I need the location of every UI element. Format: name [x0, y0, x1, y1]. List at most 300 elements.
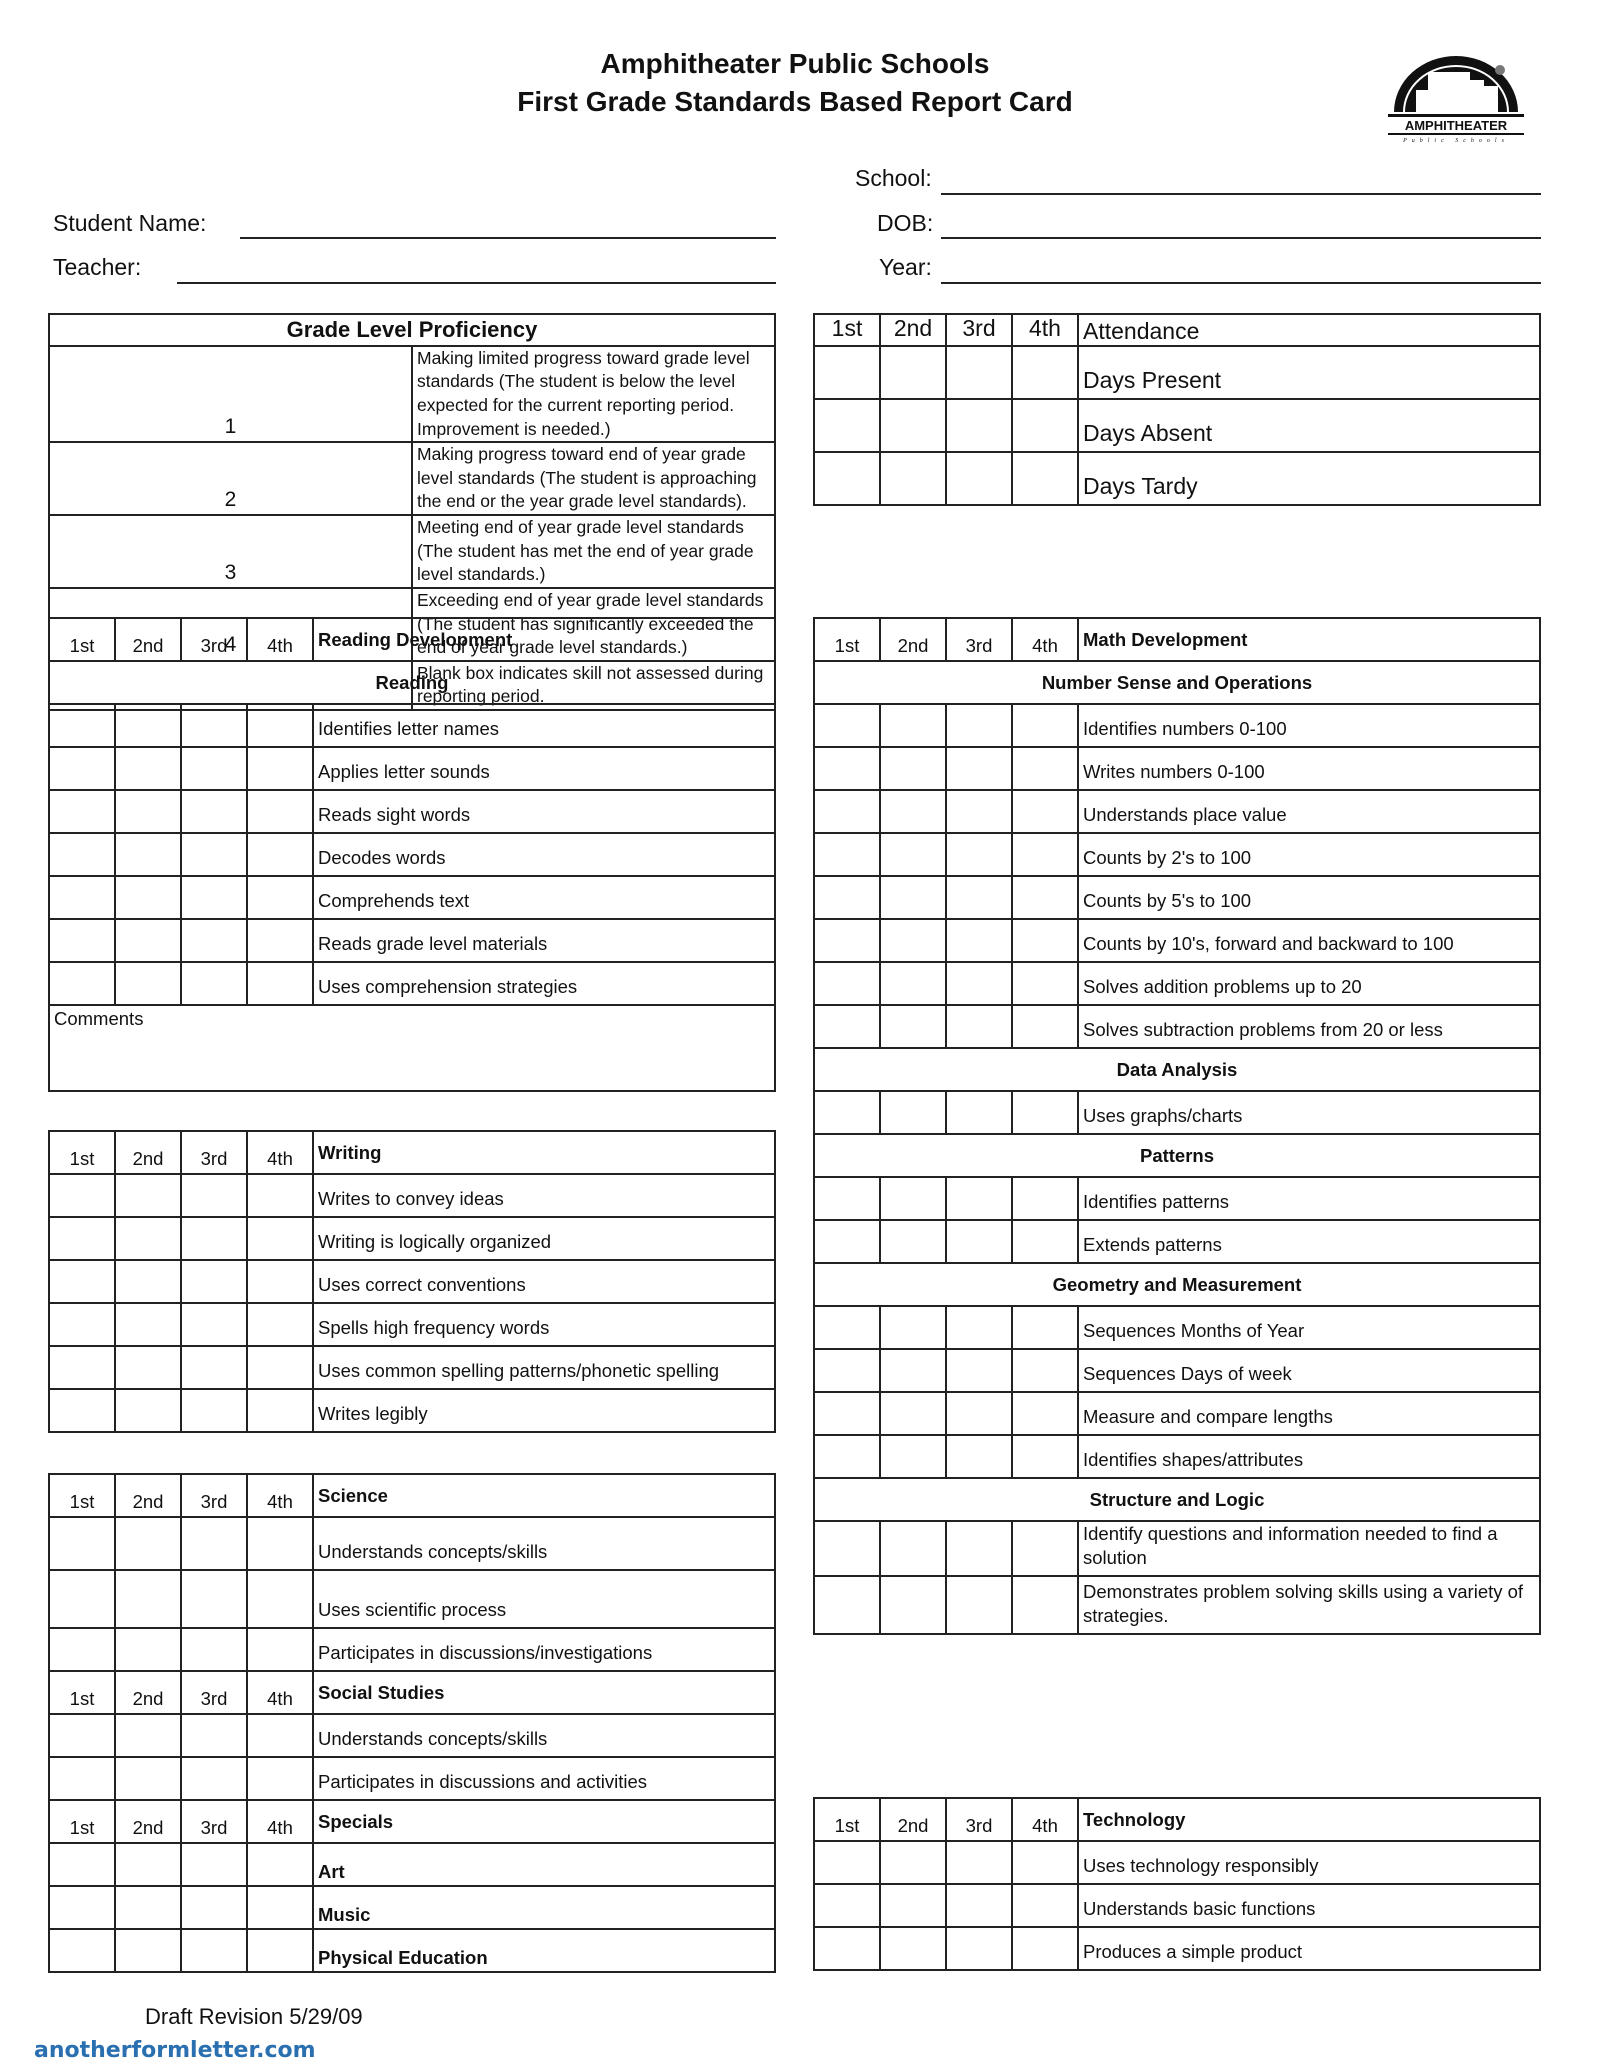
grade-cell[interactable]: [946, 747, 1012, 790]
grade-cell[interactable]: [49, 876, 115, 919]
skill-row: [814, 1091, 1540, 1134]
skill-label: Physical Education: [313, 1929, 775, 1972]
skill-label: Understands concepts/skills: [313, 1517, 775, 1570]
grade-cell[interactable]: [181, 1517, 247, 1570]
grade-cell[interactable]: [814, 1521, 880, 1576]
section-header: [814, 618, 1540, 661]
grade-cell[interactable]: [247, 919, 313, 962]
teacher-field[interactable]: [177, 282, 776, 284]
grade-cell[interactable]: [181, 1303, 247, 1346]
quarter-header-1st: 1st: [814, 1798, 880, 1841]
skill-row: [49, 1517, 775, 1570]
subheading: Patterns: [814, 1134, 1540, 1177]
grade-cell[interactable]: [946, 1576, 1012, 1634]
skill-row: [814, 1220, 1540, 1263]
grade-cell[interactable]: [1012, 919, 1078, 962]
grade-cell[interactable]: [946, 1884, 1012, 1927]
grade-cell[interactable]: [1012, 1884, 1078, 1927]
grade-cell[interactable]: [814, 790, 880, 833]
school-label: School:: [855, 165, 932, 191]
skill-label: Uses comprehension strategies: [313, 962, 775, 1005]
attendance-header: [814, 314, 1540, 346]
grade-cell[interactable]: [247, 704, 313, 747]
quarter-header-3rd: 3rd: [181, 1800, 247, 1843]
grade-cell[interactable]: [814, 1392, 880, 1435]
grade-cell[interactable]: [115, 747, 181, 790]
section-title: Social Studies: [313, 1671, 775, 1714]
grade-cell[interactable]: [1012, 876, 1078, 919]
grade-cell[interactable]: [880, 833, 946, 876]
skill-row: [814, 1349, 1540, 1392]
grade-cell[interactable]: [49, 1389, 115, 1432]
grade-cell[interactable]: [814, 704, 880, 747]
grade-cell[interactable]: [115, 1843, 181, 1886]
grade-cell[interactable]: [247, 1174, 313, 1217]
grade-cell[interactable]: [946, 1349, 1012, 1392]
grade-cell[interactable]: [814, 1220, 880, 1263]
quarter-header-4th: 4th: [247, 1474, 313, 1517]
grade-cell[interactable]: [880, 1927, 946, 1970]
section-header: [814, 1798, 1540, 1841]
grade-cell[interactable]: [1012, 1177, 1078, 1220]
quarter-header-4th: 4th: [247, 1671, 313, 1714]
grade-cell[interactable]: [814, 1841, 880, 1884]
grade-cell[interactable]: [1012, 1349, 1078, 1392]
grade-cell[interactable]: [946, 1392, 1012, 1435]
grade-cell[interactable]: [181, 1714, 247, 1757]
grade-cell[interactable]: [49, 1714, 115, 1757]
attendance-cell[interactable]: [880, 346, 946, 399]
subheading-row: [814, 1263, 1540, 1306]
section-title: Reading Development: [313, 618, 775, 661]
skill-label: Writing is logically organized: [313, 1217, 775, 1260]
grade-cell[interactable]: [1012, 1392, 1078, 1435]
quarter-header-2nd: 2nd: [880, 618, 946, 661]
skill-row: [814, 962, 1540, 1005]
skill-row: [49, 1260, 775, 1303]
grade-cell[interactable]: [181, 1389, 247, 1432]
attendance-cell[interactable]: [814, 399, 880, 452]
skill-row: [814, 1392, 1540, 1435]
section-title: Specials: [313, 1800, 775, 1843]
grade-cell[interactable]: [1012, 790, 1078, 833]
grade-cell[interactable]: [181, 1929, 247, 1972]
skill-row: [49, 747, 775, 790]
grade-cell[interactable]: [181, 790, 247, 833]
grade-cell[interactable]: [880, 790, 946, 833]
grade-cell[interactable]: [115, 833, 181, 876]
attendance-cell[interactable]: [880, 452, 946, 505]
grade-cell[interactable]: [880, 962, 946, 1005]
grade-cell[interactable]: [49, 1757, 115, 1800]
subheading-row: [814, 661, 1540, 704]
skill-row: [49, 1628, 775, 1671]
grade-cell[interactable]: [814, 1927, 880, 1970]
grade-cell[interactable]: [946, 1177, 1012, 1220]
proficiency-level: [49, 442, 775, 515]
skill-label: Identifies patterns: [1078, 1177, 1540, 1220]
level-description: Making progress toward end of year grade level standards (The student is approaching the end or the year grade level standards).: [412, 442, 775, 515]
grade-cell[interactable]: [115, 962, 181, 1005]
grade-cell[interactable]: [247, 1517, 313, 1570]
level-number: 1: [49, 346, 412, 443]
skill-row: [814, 747, 1540, 790]
quarter-header-4th: 4th: [1012, 618, 1078, 661]
quarter-header-2nd: 2nd: [115, 1671, 181, 1714]
section-title: Writing: [313, 1131, 775, 1174]
grade-cell[interactable]: [247, 876, 313, 919]
student-name-field[interactable]: [240, 237, 776, 239]
quarter-header-4th: 4th: [247, 1800, 313, 1843]
grade-cell[interactable]: [247, 1929, 313, 1972]
grade-cell[interactable]: [181, 747, 247, 790]
skill-row: [49, 1346, 775, 1389]
grade-cell[interactable]: [49, 1929, 115, 1972]
grade-cell[interactable]: [814, 1884, 880, 1927]
quarter-header-2nd: 2nd: [115, 618, 181, 661]
level-description: Exceeding end of year grade level standards (The student has significantly exceeded the end of year grade level standards.): [412, 588, 775, 661]
grade-cell[interactable]: [880, 1576, 946, 1634]
grade-cell[interactable]: [946, 962, 1012, 1005]
subheading-row: [814, 1134, 1540, 1177]
skill-label: Solves addition problems up to 20: [1078, 962, 1540, 1005]
grade-cell[interactable]: [115, 1570, 181, 1628]
grade-cell[interactable]: [181, 962, 247, 1005]
attendance-cell[interactable]: [1012, 452, 1078, 505]
grade-cell[interactable]: [880, 1220, 946, 1263]
grade-cell[interactable]: [115, 1628, 181, 1671]
skill-label: Identifies shapes/attributes: [1078, 1435, 1540, 1478]
grade-cell[interactable]: [880, 876, 946, 919]
grade-cell[interactable]: [247, 1570, 313, 1628]
grade-cell[interactable]: [181, 1628, 247, 1671]
level-description: Meeting end of year grade level standards (The student has met the end of year grade level standards.): [412, 515, 775, 588]
grade-cell[interactable]: [115, 876, 181, 919]
year-field[interactable]: [941, 282, 1541, 284]
grade-cell[interactable]: [880, 1349, 946, 1392]
skill-label: Sequences Days of week: [1078, 1349, 1540, 1392]
grade-cell[interactable]: [115, 790, 181, 833]
subheading-row: [814, 1478, 1540, 1521]
grade-cell[interactable]: [247, 1389, 313, 1432]
quarter-header-2nd: 2nd: [115, 1131, 181, 1174]
skill-label: Reads sight words: [313, 790, 775, 833]
reading-table: [48, 617, 776, 1092]
attendance-cell[interactable]: [1012, 399, 1078, 452]
grade-cell[interactable]: [1012, 1841, 1078, 1884]
grade-cell[interactable]: [1012, 1576, 1078, 1634]
grade-cell[interactable]: [946, 1306, 1012, 1349]
grade-cell[interactable]: [880, 1177, 946, 1220]
grade-cell[interactable]: [49, 1843, 115, 1886]
grade-cell[interactable]: [946, 1435, 1012, 1478]
skill-label: Uses common spelling patterns/phonetic spelling: [313, 1346, 775, 1389]
quarter-header-3rd: 3rd: [946, 618, 1012, 661]
quarter-header-1st: 1st: [49, 1474, 115, 1517]
skill-label: Uses technology responsibly: [1078, 1841, 1540, 1884]
quarter-header-3rd: 3rd: [946, 314, 1012, 346]
year-label: Year:: [879, 254, 932, 280]
grade-cell[interactable]: [247, 833, 313, 876]
quarter-header-2nd: 2nd: [880, 314, 946, 346]
grade-cell[interactable]: [880, 1841, 946, 1884]
skill-row: [49, 1886, 775, 1929]
grade-cell[interactable]: [181, 876, 247, 919]
grade-cell[interactable]: [49, 1217, 115, 1260]
grade-cell[interactable]: [49, 919, 115, 962]
skill-row: [814, 1576, 1540, 1634]
attendance-cell[interactable]: [1012, 346, 1078, 399]
grade-cell[interactable]: [880, 1884, 946, 1927]
grade-cell[interactable]: [880, 1521, 946, 1576]
skill-label: Counts by 2's to 100: [1078, 833, 1540, 876]
grade-cell[interactable]: [115, 1260, 181, 1303]
grade-cell[interactable]: [49, 1886, 115, 1929]
attendance-cell[interactable]: [946, 399, 1012, 452]
grade-cell[interactable]: [946, 833, 1012, 876]
grade-cell[interactable]: [247, 1843, 313, 1886]
subheading-row: [814, 1048, 1540, 1091]
quarter-header-1st: 1st: [814, 618, 880, 661]
grade-cell[interactable]: [115, 1886, 181, 1929]
grade-cell[interactable]: [247, 790, 313, 833]
grade-cell[interactable]: [880, 1306, 946, 1349]
grade-cell[interactable]: [880, 704, 946, 747]
section-header: [49, 1671, 775, 1714]
grade-cell[interactable]: [181, 1260, 247, 1303]
grade-cell[interactable]: [880, 1435, 946, 1478]
grade-cell[interactable]: [946, 919, 1012, 962]
comments-row: [49, 1005, 775, 1091]
skill-row: [814, 1306, 1540, 1349]
grade-cell[interactable]: [880, 1392, 946, 1435]
grade-cell[interactable]: [115, 1929, 181, 1972]
skill-label: Spells high frequency words: [313, 1303, 775, 1346]
skill-row: [49, 1843, 775, 1886]
grade-cell[interactable]: [814, 1005, 880, 1048]
grade-cell[interactable]: [181, 1174, 247, 1217]
grade-cell[interactable]: [181, 833, 247, 876]
skill-row: [814, 1005, 1540, 1048]
grade-cell[interactable]: [181, 1757, 247, 1800]
grade-cell[interactable]: [49, 1260, 115, 1303]
grade-cell[interactable]: [115, 1303, 181, 1346]
section-header: [49, 618, 775, 661]
skill-label: Uses graphs/charts: [1078, 1091, 1540, 1134]
skill-row: [49, 790, 775, 833]
grade-cell[interactable]: [49, 1174, 115, 1217]
grade-cell[interactable]: [1012, 1091, 1078, 1134]
grade-cell[interactable]: [1012, 1521, 1078, 1576]
grade-cell[interactable]: [49, 1517, 115, 1570]
school-field[interactable]: [941, 193, 1541, 195]
skill-row: [49, 1217, 775, 1260]
attendance-row: [814, 399, 1540, 452]
comments-field[interactable]: Comments: [49, 1005, 775, 1091]
skill-row: [814, 1884, 1540, 1927]
grade-cell[interactable]: [181, 1346, 247, 1389]
grade-cell[interactable]: [115, 1217, 181, 1260]
logo-text: AMPHITHEATER: [1404, 118, 1508, 133]
skill-row: [814, 1435, 1540, 1478]
grade-cell[interactable]: [115, 1757, 181, 1800]
grade-cell[interactable]: [814, 1306, 880, 1349]
proficiency-level: [49, 515, 775, 588]
quarter-header-2nd: 2nd: [115, 1800, 181, 1843]
grade-cell[interactable]: [49, 1303, 115, 1346]
grade-cell[interactable]: [115, 1346, 181, 1389]
grade-cell[interactable]: [814, 919, 880, 962]
skill-label: Reads grade level materials: [313, 919, 775, 962]
skill-label: Demonstrates problem solving skills using a variety of strategies.: [1078, 1576, 1540, 1634]
grade-cell[interactable]: [115, 1174, 181, 1217]
grade-cell[interactable]: [247, 1303, 313, 1346]
grade-cell[interactable]: [1012, 704, 1078, 747]
grade-cell[interactable]: [814, 1177, 880, 1220]
grade-cell[interactable]: [814, 833, 880, 876]
grade-cell[interactable]: [247, 1886, 313, 1929]
grade-cell[interactable]: [880, 1005, 946, 1048]
section-header: [49, 1800, 775, 1843]
grade-cell[interactable]: [946, 876, 1012, 919]
grade-cell[interactable]: [49, 747, 115, 790]
grade-cell[interactable]: [247, 1260, 313, 1303]
attendance-cell[interactable]: [946, 452, 1012, 505]
section-header: [49, 1131, 775, 1174]
proficiency-title: Grade Level Proficiency: [49, 314, 775, 346]
grade-cell[interactable]: [946, 1927, 1012, 1970]
grade-cell[interactable]: [247, 962, 313, 1005]
grade-cell[interactable]: [247, 1714, 313, 1757]
attendance-table: [813, 313, 1541, 506]
grade-cell[interactable]: [814, 1435, 880, 1478]
attendance-row: [814, 452, 1540, 505]
grade-cell[interactable]: [247, 1346, 313, 1389]
skill-row: [49, 1174, 775, 1217]
grade-cell[interactable]: [880, 1091, 946, 1134]
grade-cell[interactable]: [946, 790, 1012, 833]
subheading: Reading: [49, 661, 775, 704]
grade-cell[interactable]: [946, 1091, 1012, 1134]
level-number: 2: [49, 442, 412, 515]
attendance-title: Attendance: [1078, 314, 1540, 346]
grade-cell[interactable]: [1012, 1306, 1078, 1349]
attendance-row: [814, 346, 1540, 399]
grade-cell[interactable]: [181, 704, 247, 747]
quarter-header-3rd: 3rd: [181, 1131, 247, 1174]
grade-cell[interactable]: [946, 1841, 1012, 1884]
grade-cell[interactable]: [247, 1217, 313, 1260]
attendance-cell[interactable]: [814, 346, 880, 399]
skill-label: Identifies letter names: [313, 704, 775, 747]
skill-label: Counts by 10's, forward and backward to 100: [1078, 919, 1540, 962]
grade-cell[interactable]: [1012, 1927, 1078, 1970]
quarter-header-4th: 4th: [247, 1131, 313, 1174]
grade-cell[interactable]: [181, 919, 247, 962]
grade-cell[interactable]: [880, 747, 946, 790]
grade-cell[interactable]: [1012, 833, 1078, 876]
grade-cell[interactable]: [49, 1570, 115, 1628]
skill-label: Art: [313, 1843, 775, 1886]
skill-label: Understands place value: [1078, 790, 1540, 833]
grade-cell[interactable]: [115, 1714, 181, 1757]
skill-row: [49, 833, 775, 876]
grade-cell[interactable]: [946, 1005, 1012, 1048]
section-title: Science: [313, 1474, 775, 1517]
grade-cell[interactable]: [814, 747, 880, 790]
attendance-cell[interactable]: [814, 452, 880, 505]
grade-cell[interactable]: [946, 704, 1012, 747]
skill-label: Understands concepts/skills: [313, 1714, 775, 1757]
grade-cell[interactable]: [181, 1570, 247, 1628]
skill-label: Writes legibly: [313, 1389, 775, 1432]
skill-row: [814, 790, 1540, 833]
grade-cell[interactable]: [1012, 962, 1078, 1005]
grade-cell[interactable]: [1012, 1435, 1078, 1478]
grade-cell[interactable]: [115, 1517, 181, 1570]
quarter-header-1st: 1st: [814, 314, 880, 346]
quarter-header-1st: 1st: [49, 1800, 115, 1843]
skill-row: [814, 1521, 1540, 1576]
grade-cell[interactable]: [247, 1757, 313, 1800]
grade-cell[interactable]: [814, 962, 880, 1005]
grade-cell[interactable]: [247, 1628, 313, 1671]
attendance-cell[interactable]: [946, 346, 1012, 399]
grade-cell[interactable]: [49, 704, 115, 747]
attendance-cell[interactable]: [880, 399, 946, 452]
grade-cell[interactable]: [946, 1521, 1012, 1576]
grade-cell[interactable]: [181, 1886, 247, 1929]
grade-cell[interactable]: [49, 1346, 115, 1389]
attendance-label: Days Tardy: [1078, 452, 1540, 505]
grade-cell[interactable]: [814, 1349, 880, 1392]
grade-cell[interactable]: [814, 1576, 880, 1634]
grade-cell[interactable]: [49, 833, 115, 876]
grade-cell[interactable]: [115, 704, 181, 747]
grade-cell[interactable]: [247, 747, 313, 790]
science-social-specials-table: [48, 1473, 776, 1973]
grade-cell[interactable]: [1012, 1220, 1078, 1263]
grade-cell[interactable]: [181, 1217, 247, 1260]
quarter-header-3rd: 3rd: [946, 1798, 1012, 1841]
subheading-row: [49, 661, 775, 704]
proficiency-level: [49, 346, 775, 443]
grade-cell[interactable]: [946, 1220, 1012, 1263]
dob-field[interactable]: [941, 237, 1541, 239]
skill-row: [814, 704, 1540, 747]
grade-cell[interactable]: [1012, 1005, 1078, 1048]
skill-label: Identifies numbers 0-100: [1078, 704, 1540, 747]
level-description: Making limited progress toward grade level standards (The student is below the level expected for the current reporting period. Improvement is needed.): [412, 346, 775, 443]
grade-cell[interactable]: [181, 1843, 247, 1886]
grade-cell[interactable]: [49, 962, 115, 1005]
technology-table: [813, 1797, 1541, 1971]
skill-row: [49, 876, 775, 919]
grade-cell[interactable]: [115, 1389, 181, 1432]
grade-cell[interactable]: [49, 790, 115, 833]
grade-cell[interactable]: [49, 1628, 115, 1671]
grade-cell[interactable]: [814, 1091, 880, 1134]
subheading: Number Sense and Operations: [814, 661, 1540, 704]
grade-cell[interactable]: [814, 876, 880, 919]
level-number: 3: [49, 515, 412, 588]
student-name-label: Student Name:: [53, 210, 207, 236]
grade-cell[interactable]: [1012, 747, 1078, 790]
grade-cell[interactable]: [880, 919, 946, 962]
grade-cell[interactable]: [115, 919, 181, 962]
skill-row: [814, 1177, 1540, 1220]
skill-row: [49, 1929, 775, 1972]
